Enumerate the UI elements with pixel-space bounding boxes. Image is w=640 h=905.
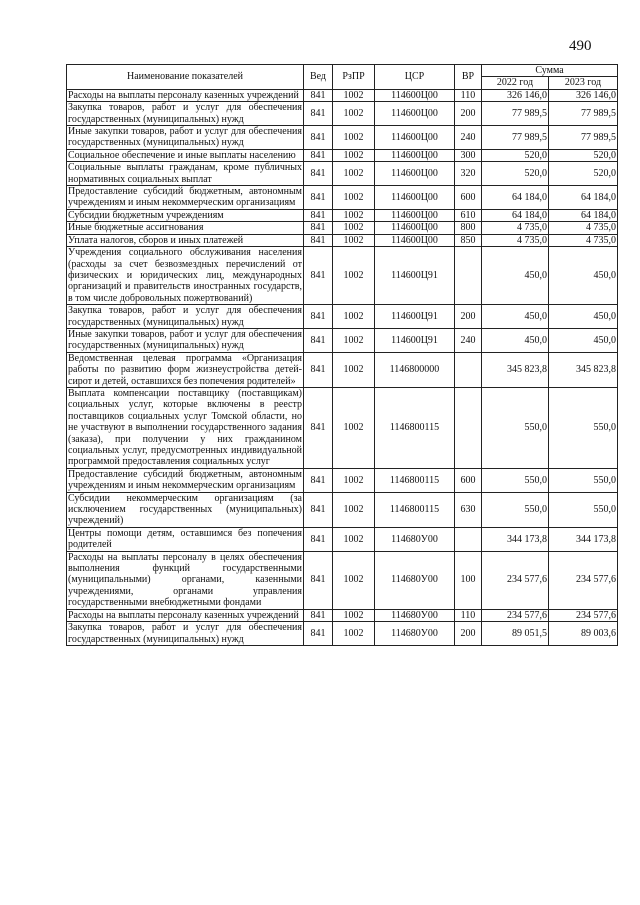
row-rzpr: 1002 — [333, 126, 375, 150]
row-csr: 114600Ц00 — [375, 162, 455, 186]
row-sum-2022: 4 735,0 — [482, 222, 549, 234]
row-ved: 841 — [304, 102, 333, 126]
row-sum-2023: 64 184,0 — [549, 209, 618, 221]
row-rzpr: 1002 — [333, 149, 375, 161]
row-sum-2022: 64 184,0 — [482, 209, 549, 221]
table-row — [67, 551, 618, 609]
table-row — [67, 162, 618, 186]
header-rzpr: РзПР — [333, 65, 375, 90]
header-sum: Сумма — [482, 65, 618, 77]
row-ved: 841 — [304, 551, 333, 609]
row-vr: 300 — [455, 149, 482, 161]
row-vr — [455, 527, 482, 551]
row-sum-2022: 77 989,5 — [482, 126, 549, 150]
row-vr: 200 — [455, 102, 482, 126]
row-sum-2023: 89 003,6 — [549, 622, 618, 646]
row-ved: 841 — [304, 209, 333, 221]
row-sum-2023: 550,0 — [549, 387, 618, 468]
row-sum-2023: 4 735,0 — [549, 222, 618, 234]
row-csr: 114600Ц00 — [375, 186, 455, 210]
row-ved: 841 — [304, 492, 333, 527]
table-row — [67, 609, 618, 621]
row-vr: 610 — [455, 209, 482, 221]
row-rzpr: 1002 — [333, 328, 375, 352]
row-vr: 200 — [455, 622, 482, 646]
row-vr: 240 — [455, 126, 482, 150]
row-rzpr: 1002 — [333, 247, 375, 305]
row-vr: 100 — [455, 551, 482, 609]
row-sum-2023: 77 989,5 — [549, 126, 618, 150]
row-sum-2023: 550,0 — [549, 492, 618, 527]
row-vr — [455, 387, 482, 468]
row-rzpr: 1002 — [333, 551, 375, 609]
row-ved: 841 — [304, 387, 333, 468]
row-name: Предоставление субсидий бюджетным, автономным учреждениям и иным некоммерческим организациям — [68, 186, 302, 209]
row-ved: 841 — [304, 352, 333, 387]
row-name: Иные бюджетные ассигнования — [67, 222, 304, 234]
row-vr: 200 — [455, 305, 482, 329]
row-name: Социальные выплаты гражданам, кроме публичных нормативных социальных выплат — [68, 162, 302, 185]
row-csr: 114600Ц00 — [375, 149, 455, 161]
row-name: Социальное обеспечение и иные выплаты населению — [67, 149, 304, 161]
table-row — [67, 186, 618, 210]
row-sum-2023: 77 989,5 — [549, 102, 618, 126]
row-sum-2022: 326 146,0 — [482, 89, 549, 101]
row-ved: 841 — [304, 609, 333, 621]
table-row — [67, 209, 618, 221]
row-ved: 841 — [304, 186, 333, 210]
table-row — [67, 352, 618, 387]
row-rzpr: 1002 — [333, 305, 375, 329]
row-vr: 630 — [455, 492, 482, 527]
table-row — [67, 234, 618, 246]
page-number: 490 — [569, 38, 592, 54]
row-sum-2022: 344 173,8 — [482, 527, 549, 551]
table-row — [67, 328, 618, 352]
row-name: Закупка товаров, работ и услуг для обеспечения государственных (муниципальных) нужд — [68, 102, 302, 125]
header-name: Наименование показателей — [67, 65, 304, 90]
row-sum-2022: 550,0 — [482, 387, 549, 468]
table-row — [67, 305, 618, 329]
row-vr: 320 — [455, 162, 482, 186]
row-sum-2023: 234 577,6 — [549, 551, 618, 609]
table-row — [67, 492, 618, 527]
row-csr: 1146800115 — [375, 387, 455, 468]
row-name: Иные закупки товаров, работ и услуг для обеспечения государственных (муниципальных) нужд — [68, 328, 302, 352]
row-name: Субсидии некоммерческим организациям (за исключением государственных (муниципальных) учреждений) — [68, 492, 302, 527]
table-row — [67, 468, 618, 492]
row-csr: 114600Ц91 — [375, 247, 455, 305]
row-vr: 110 — [455, 89, 482, 101]
row-rzpr: 1002 — [333, 186, 375, 210]
row-rzpr: 1002 — [333, 162, 375, 186]
row-sum-2022: 520,0 — [482, 149, 549, 161]
row-name: Ведомственная целевая программа «Организация работы по развитию форм жизнеустройства детей-сирот и детей, оставшихся без попечения родителей» — [68, 352, 302, 387]
table-row — [67, 222, 618, 234]
row-ved: 841 — [304, 247, 333, 305]
row-vr — [455, 247, 482, 305]
row-csr: 114600Ц00 — [375, 102, 455, 126]
row-csr: 114680У00 — [375, 527, 455, 551]
row-csr: 114600Ц00 — [375, 222, 455, 234]
row-vr: 600 — [455, 468, 482, 492]
row-ved: 841 — [304, 468, 333, 492]
header-ved: Вед — [304, 65, 333, 90]
row-csr: 1146800000 — [375, 352, 455, 387]
row-rzpr: 1002 — [333, 468, 375, 492]
table-row — [67, 149, 618, 161]
row-ved: 841 — [304, 527, 333, 551]
row-sum-2023: 344 173,8 — [549, 527, 618, 551]
row-sum-2022: 450,0 — [482, 305, 549, 329]
row-csr: 114600Ц00 — [375, 126, 455, 150]
row-sum-2023: 450,0 — [549, 247, 618, 305]
row-ved: 841 — [304, 622, 333, 646]
table-row — [67, 622, 618, 646]
row-name: Уплата налогов, сборов и иных платежей — [67, 234, 304, 246]
row-name: Расходы на выплаты персоналу казенных учреждений — [67, 89, 304, 101]
row-vr: 240 — [455, 328, 482, 352]
row-vr — [455, 352, 482, 387]
row-rzpr: 1002 — [333, 234, 375, 246]
row-name: Расходы на выплаты персоналу в целях обеспечения выполнения функций государственными (муниципальными) органами, казенными учреждениями, органами управления государственными внебюджетными фондами — [68, 551, 302, 609]
row-sum-2022: 4 735,0 — [482, 234, 549, 246]
row-ved: 841 — [304, 149, 333, 161]
row-name: Закупка товаров, работ и услуг для обеспечения государственных (муниципальных) нужд — [68, 305, 302, 328]
row-csr: 114600Ц91 — [375, 305, 455, 329]
row-sum-2022: 64 184,0 — [482, 186, 549, 210]
row-sum-2023: 326 146,0 — [549, 89, 618, 101]
row-rzpr: 1002 — [333, 209, 375, 221]
row-rzpr: 1002 — [333, 222, 375, 234]
table-row — [67, 527, 618, 551]
budget-table — [66, 64, 618, 646]
row-sum-2022: 234 577,6 — [482, 551, 549, 609]
row-vr: 800 — [455, 222, 482, 234]
header-vr: ВР — [455, 65, 482, 90]
row-csr: 114600Ц00 — [375, 209, 455, 221]
row-rzpr: 1002 — [333, 387, 375, 468]
row-sum-2023: 520,0 — [549, 149, 618, 161]
row-vr: 600 — [455, 186, 482, 210]
row-ved: 841 — [304, 162, 333, 186]
header-year-2023: 2023 год — [549, 77, 618, 89]
table-row — [67, 247, 618, 305]
row-name: Предоставление субсидий бюджетным, автономным учреждениям и иным некоммерческим организациям — [68, 468, 302, 492]
row-rzpr: 1002 — [333, 622, 375, 646]
row-sum-2023: 520,0 — [549, 162, 618, 186]
row-vr: 850 — [455, 234, 482, 246]
row-sum-2022: 345 823,8 — [482, 352, 549, 387]
row-csr: 1146800115 — [375, 492, 455, 527]
row-csr: 114600Ц91 — [375, 328, 455, 352]
row-ved: 841 — [304, 222, 333, 234]
row-csr: 114600Ц00 — [375, 89, 455, 101]
row-csr: 1146800115 — [375, 468, 455, 492]
row-rzpr: 1002 — [333, 609, 375, 621]
row-name: Учреждения социального обслуживания населения (расходы за счет безвозмездных перечислений от физических и юридических лиц, международных организаций и правительств иностранных государств, в том числе добровольных пожертвований) — [68, 247, 302, 304]
row-rzpr: 1002 — [333, 352, 375, 387]
row-sum-2022: 520,0 — [482, 162, 549, 186]
row-sum-2022: 450,0 — [482, 328, 549, 352]
table-row — [67, 102, 618, 126]
table-row — [67, 126, 618, 150]
row-name: Закупка товаров, работ и услуг для обеспечения государственных (муниципальных) нужд — [68, 622, 302, 645]
row-sum-2022: 77 989,5 — [482, 102, 549, 126]
header-csr: ЦСР — [375, 65, 455, 90]
row-name: Центры помощи детям, оставшимся без попечения родителей — [68, 527, 302, 551]
row-ved: 841 — [304, 89, 333, 101]
row-sum-2023: 345 823,8 — [549, 352, 618, 387]
row-sum-2023: 450,0 — [549, 305, 618, 329]
row-sum-2022: 89 051,5 — [482, 622, 549, 646]
row-name: Иные закупки товаров, работ и услуг для обеспечения государственных (муниципальных) нужд — [68, 126, 302, 149]
row-rzpr: 1002 — [333, 527, 375, 551]
row-sum-2022: 550,0 — [482, 468, 549, 492]
table-body — [67, 89, 618, 645]
row-sum-2023: 450,0 — [549, 328, 618, 352]
row-sum-2022: 234 577,6 — [482, 609, 549, 621]
row-sum-2023: 4 735,0 — [549, 234, 618, 246]
row-ved: 841 — [304, 328, 333, 352]
row-sum-2023: 234 577,6 — [549, 609, 618, 621]
row-ved: 841 — [304, 126, 333, 150]
row-sum-2022: 450,0 — [482, 247, 549, 305]
row-csr: 114680У00 — [375, 622, 455, 646]
row-csr: 114680У00 — [375, 609, 455, 621]
table-row — [67, 89, 618, 101]
row-sum-2022: 550,0 — [482, 492, 549, 527]
row-name: Выплата компенсации поставщику (поставщикам) социальных услуг, которые включены в реестр поставщиков социальных услуг Томской области, но не участвуют в выполнении государственного задания (заказа), при получении у них гражданином социальных услуг, предусмотренных индивидуальной программой предоставления социальных услуг — [68, 387, 302, 468]
row-csr: 114680У00 — [375, 551, 455, 609]
row-rzpr: 1002 — [333, 102, 375, 126]
row-sum-2023: 550,0 — [549, 468, 618, 492]
row-sum-2023: 64 184,0 — [549, 186, 618, 210]
row-vr: 110 — [455, 609, 482, 621]
row-ved: 841 — [304, 305, 333, 329]
row-ved: 841 — [304, 234, 333, 246]
row-rzpr: 1002 — [333, 492, 375, 527]
row-name: Субсидии бюджетным учреждениям — [67, 209, 304, 221]
header-year-2022: 2022 год — [482, 77, 549, 89]
row-rzpr: 1002 — [333, 89, 375, 101]
row-csr: 114600Ц00 — [375, 234, 455, 246]
table-row — [67, 387, 618, 468]
row-name: Расходы на выплаты персоналу казенных учреждений — [67, 609, 304, 621]
